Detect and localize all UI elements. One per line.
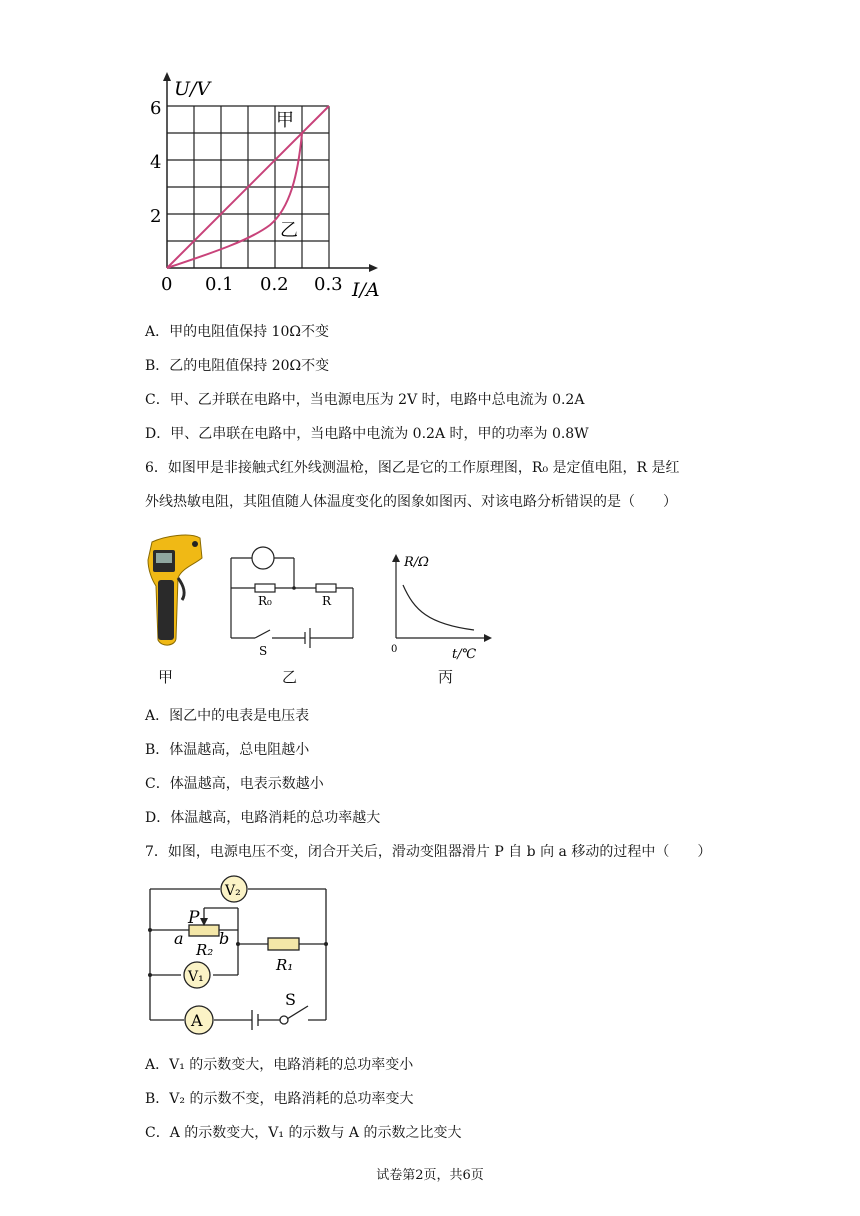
end-a-label: a	[174, 929, 184, 948]
q5-option-c: C．甲、乙并联在电路中，当电源电压为 2V 时，电路中总电流为 0.2A	[145, 392, 585, 408]
q7-option-b: B．V₂ 的示数不变，电路消耗的总功率变大	[145, 1091, 414, 1107]
switch-s-label: S	[259, 644, 268, 658]
q6-option-a: A．图乙中的电表是电压表	[145, 708, 310, 724]
q6-option-d: D．体温越高，电路消耗的总功率越大	[145, 810, 381, 826]
r0-label: R₀	[258, 594, 272, 608]
circuit-q7	[140, 868, 340, 1038]
q7-option-c: C．A 的示数变大，V₁ 的示数与 A 的示数之比变大	[145, 1125, 462, 1141]
slider-p-label: P	[188, 908, 200, 928]
ytick-6: 6	[150, 98, 162, 119]
q7-stem: 7．如图，电源电压不变，闭合开关后，滑动变阻器滑片 P 自 b 向 a 移动的过程中（ ）	[145, 844, 712, 860]
caption-jia: 甲	[158, 668, 174, 686]
u-i-graph	[150, 70, 390, 305]
q5-option-d: D．甲、乙串联在电路中，当电路中电流为 0.2A 时，甲的功率为 0.8W	[145, 426, 589, 442]
label-yi: 乙	[280, 220, 298, 241]
xtick-0.3: 0.3	[314, 274, 343, 295]
page-footer: 试卷第2页，共6页	[376, 1168, 484, 1183]
switch-s-label: S	[285, 990, 296, 1009]
origin-label: 0	[391, 644, 398, 655]
q6-option-c: C．体温越高，电表示数越小	[145, 776, 324, 792]
caption-yi: 乙	[282, 668, 298, 686]
q5-option-a: A．甲的电阻值保持 10Ω不变	[145, 324, 329, 340]
xtick-0: 0	[161, 274, 173, 295]
q6-stem-line2: 外线热敏电阻，其阻值随人体温度变化的图象如图丙、对该电路分析错误的是（ ）	[145, 494, 677, 510]
xtick-0.1: 0.1	[205, 274, 234, 295]
end-b-label: b	[219, 929, 230, 948]
r-axis-label: R/Ω	[404, 555, 429, 570]
r-label: R	[322, 594, 332, 608]
ytick-4: 4	[150, 152, 162, 173]
label-jia: 甲	[276, 110, 294, 131]
t-axis-label: t/℃	[452, 647, 477, 660]
r2-label: R₂	[196, 941, 214, 959]
circuit-yi	[225, 540, 365, 660]
q6-stem-line1: 6．如图甲是非接触式红外线测温枪，图乙是它的工作原理图，R₀ 是定值电阻，R 是红	[145, 460, 680, 476]
q5-option-b: B．乙的电阻值保持 20Ω不变	[145, 358, 330, 374]
v1-meter-label: V₁	[188, 969, 204, 985]
ammeter-label: A	[191, 1011, 203, 1030]
q6-option-b: B．体温越高，总电阻越小	[145, 742, 310, 758]
r-t-graph	[385, 545, 500, 660]
r1-label: R₁	[276, 956, 294, 974]
q7-option-a: A．V₁ 的示数变大，电路消耗的总功率变小	[145, 1057, 414, 1073]
ytick-2: 2	[150, 206, 162, 227]
xtick-0.2: 0.2	[260, 274, 289, 295]
thermometer-gun-image	[140, 530, 220, 660]
caption-bing: 丙	[438, 668, 454, 686]
y-axis-label: U/V	[174, 78, 211, 100]
v2-meter-label: V₂	[225, 883, 241, 899]
x-axis-label: I/A	[352, 279, 380, 301]
